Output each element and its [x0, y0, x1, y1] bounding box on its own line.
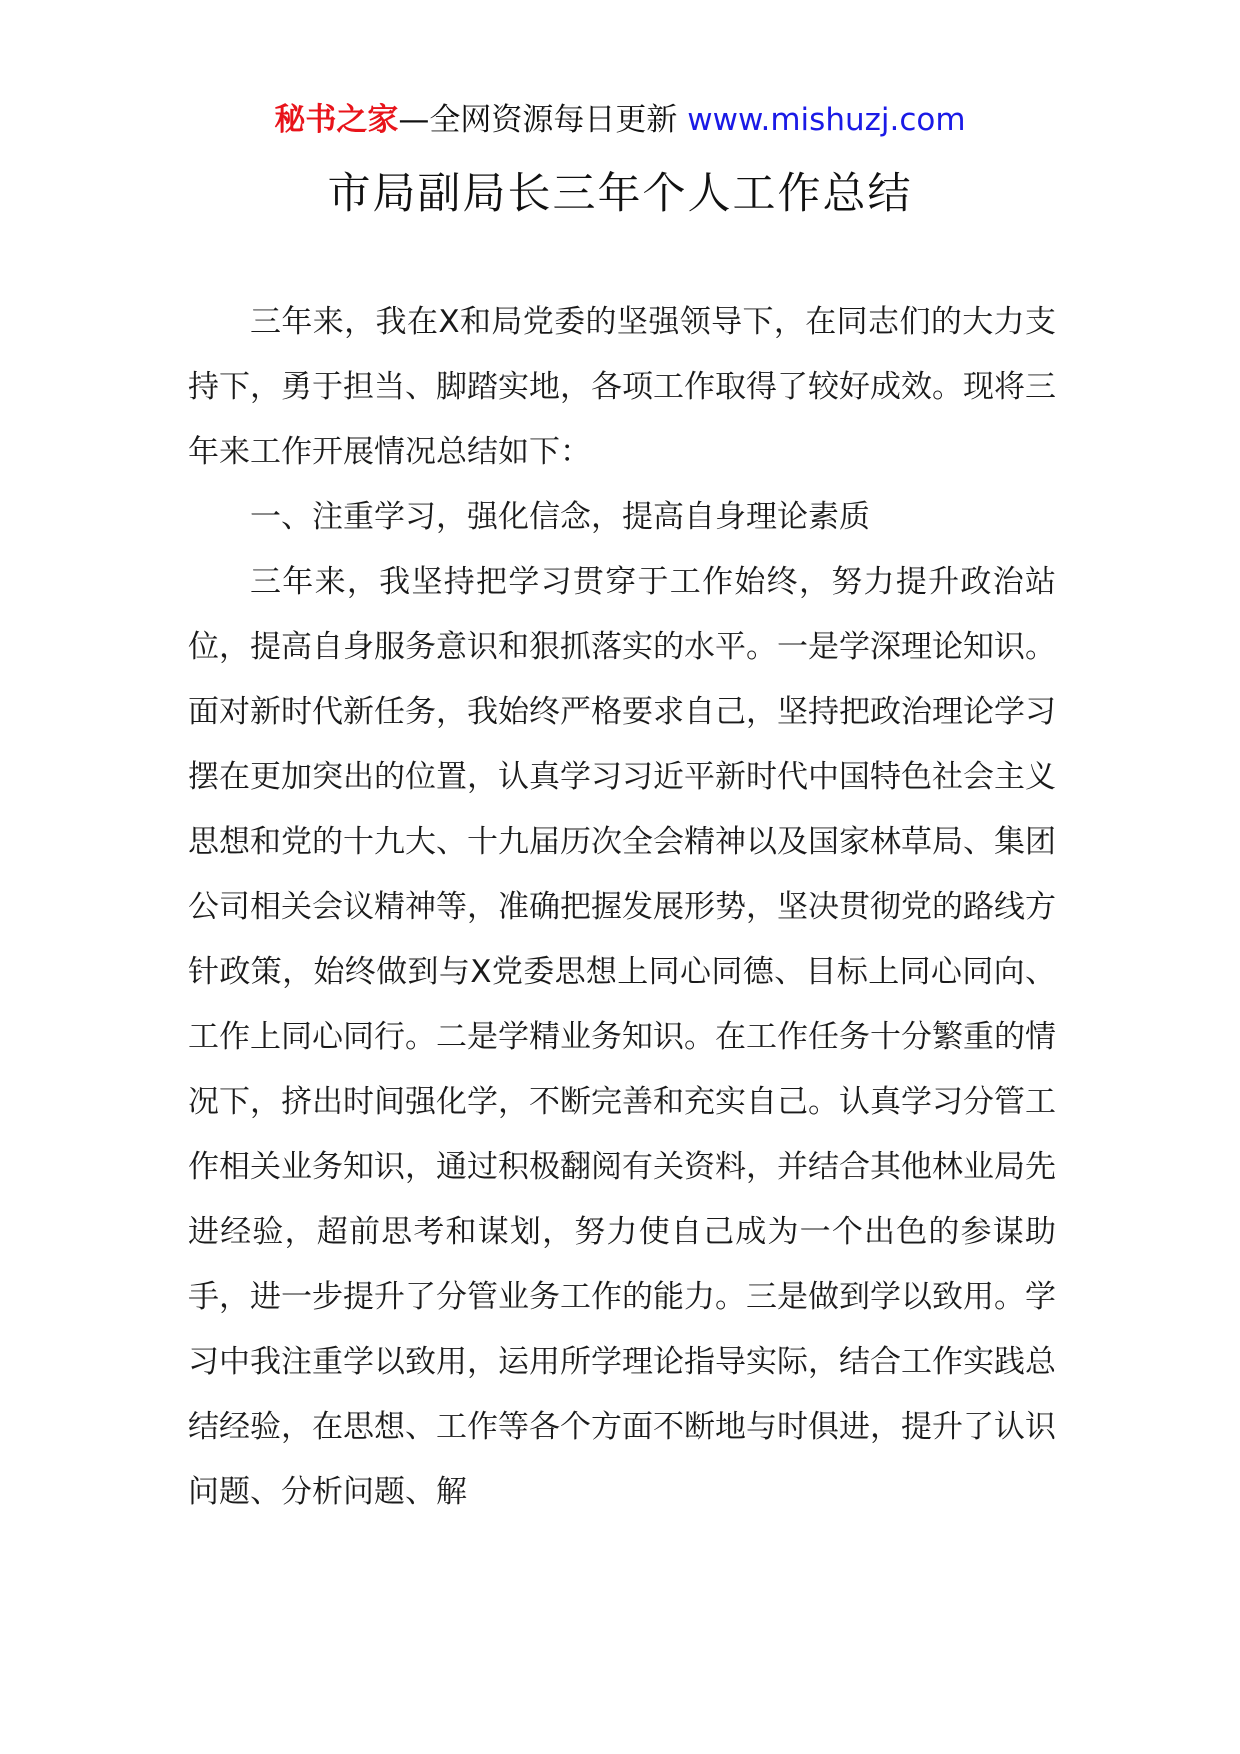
document-title: 市局副局长三年个人工作总结: [327, 169, 913, 219]
header-slogan: —全网资源每日更新: [398, 102, 688, 138]
brand-name: 秘书之家: [274, 102, 399, 138]
document-body: [188, 290, 1056, 1525]
site-url-link[interactable]: www.mishuzj.com: [687, 102, 966, 138]
section-1-paragraph: 三年来，我坚持把学习贯穿于工作始终，努力提升政治站位，提高自身服务意识和狠抓落实的水平。一是学深理论知识。面对新时代新任务，我始终严格要求自己，坚持把政治理论学习摆在更加突出的位置，认真学习习近平新时代中国特色社会主义思想和党的十九大、十九届历次全会精神以及国家林草局、集团公司相关会议精神等，准确把握发展形势，坚决贯彻党的路线方针政策，始终做到与X党委思想上同心同德、目标上同心同向、工作上同心同行。二是学精业务知识。在工作任务十分繁重的情况下，挤出时间强化学，不断完善和充实自己。认真学习分管工作相关业务知识，通过积极翻阅有关资料，并结合其他林业局先进经验，超前思考和谋划，努力使自己成为一个出色的参谋助手，进一步提升了分管业务工作的能力。三是做到学以致用。学习中我注重学以致用，运用所学理论指导实际，结合工作实践总结经验，在思想、工作等各个方面不断地与时俱进，提升了认识问题、分析问题、解: [188, 564, 1056, 1510]
site-header: [0, 98, 1240, 142]
section-heading-1: 一、注重学习，强化信念，提高自身理论素质: [250, 499, 870, 535]
intro-paragraph: 三年来，我在X和局党委的坚强领导下，在同志们的大力支持下，勇于担当、脚踏实地，各项工作取得了较好成效。现将三年来工作开展情况总结如下：: [188, 304, 1056, 470]
